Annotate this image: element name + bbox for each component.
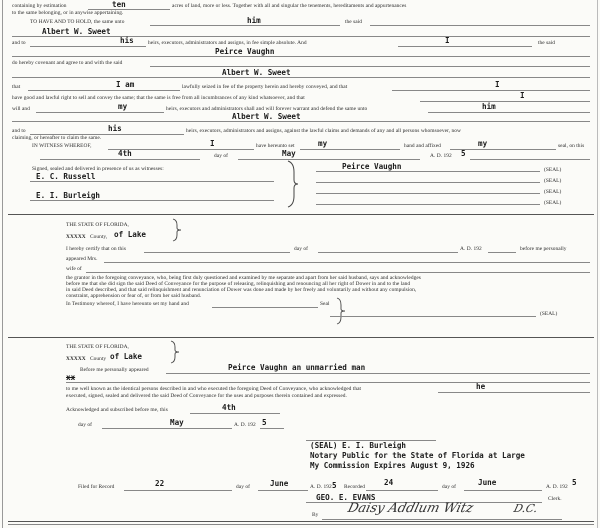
wife-ack-county-word: County, — [90, 234, 108, 240]
wife-ack-seal-word: Seal — [320, 301, 330, 307]
grantor-ack-year-digit: 5 — [262, 418, 267, 427]
filed-year: 5 — [332, 481, 337, 490]
estimation-prefix: containing by estimation — [12, 3, 67, 9]
grantor-ack-ad: A. D. 192 — [234, 422, 256, 428]
good-right-text: have good and lawful right to sell and convey the same; that the same is free from all incumbrances of any kind whatsoever, and that — [12, 95, 305, 101]
bottom-rule-1 — [8, 521, 594, 522]
clerk-name: GEO. E. EVANS — [316, 493, 376, 502]
wife-ack-testimony: In Testimony whereof, I have hereunto set my hand and — [66, 301, 189, 307]
seal-this-text: seal, on this — [558, 143, 585, 149]
wife-ack-para-4: constraint, apprehension or fear of, or from her said husband. — [66, 293, 202, 299]
execution-month: May — [282, 149, 296, 158]
and-to-label-2: and to — [12, 128, 26, 134]
estimation-line2: to the same belonging, or in anywise appertaining. — [12, 10, 124, 16]
grantor-ack-county-value: of Lake — [110, 352, 143, 361]
recorded-label: Recorded — [344, 484, 366, 490]
by-label: By — [312, 512, 319, 518]
grantor-ack-county-prefix: XXXXX — [66, 356, 86, 362]
wife-ack-appeared: appeared Mrs. — [66, 256, 98, 262]
section-divider-2 — [8, 337, 594, 338]
grantee-name-2: Albert W. Sweet — [222, 68, 291, 77]
grantor-ack-strike: xx — [66, 373, 76, 382]
grantor-signature: Peirce Vaughn — [342, 162, 402, 171]
witness-text: IN WITNESS WHEREOF, — [32, 143, 92, 149]
heirs-text: heirs, executors, administrators and assigns, in fee simple absolute. And — [148, 40, 307, 46]
the-said-label-2: the said — [538, 40, 556, 46]
clerk-label: Clerk. — [548, 496, 562, 502]
filed-label: Filed for Record — [78, 484, 115, 490]
grantor-pronoun-1: I — [445, 36, 450, 45]
right-margin-rule — [597, 0, 598, 528]
grantor-ack-before: Before me personally appeared — [80, 367, 149, 373]
recorded-year: 5 — [572, 478, 577, 487]
recorded-month: June — [478, 478, 497, 487]
grantor-ack-state: THE STATE OF FLORIDA, — [66, 344, 129, 350]
filed-month: June — [270, 479, 289, 488]
hereunto-pronoun: my — [318, 139, 328, 148]
wife-ack-county-prefix: XXXXX — [66, 234, 86, 240]
witness-bracket — [286, 160, 300, 208]
grantor-ack-known-2: executed, signed, sealed and delivered the said Deed of Conveyance for the uses and purposes therein contained and expressed. — [66, 393, 347, 399]
wife-ack-wife-of: wife of — [66, 266, 82, 272]
wife-ack-state: THE STATE OF FLORIDA, — [66, 222, 129, 228]
seal-label-1: (SEAL) — [544, 167, 562, 173]
grantor-name-1: Peirce Vaughn — [215, 47, 275, 56]
estimation-value: ten — [112, 0, 126, 9]
notary-stamp-line-2: Notary Public for the State of Florida at Large — [310, 451, 525, 460]
grantor-ack-appeared-value: Peirce Vaughn an unmarried man — [228, 363, 366, 372]
section-divider-1 — [8, 214, 594, 215]
notary-stamp-line-3: My Commission Expires August 9, 1926 — [310, 461, 475, 470]
recorded-ad: A. D. 192 — [546, 484, 568, 490]
wife-ack-para-2: before me that she did sign the said Deed of Conveyance for the purpose of releasing, relinquishing and renouncing all her right of Dower in and to the land — [66, 281, 411, 287]
seized-pronoun-end: I — [495, 80, 500, 89]
grantor-ack-day: 4th — [222, 403, 236, 412]
and-to-label: and to — [12, 40, 26, 46]
wife-ack-before: before me personally — [520, 246, 567, 252]
seal-label-4: (SEAL) — [544, 200, 562, 206]
wife-ack-seal-label: (SEAL) — [540, 311, 558, 317]
estimation-suffix: acres of land, more or less. Together with all and singular the tenements, hereditaments and appurtenances — [172, 3, 407, 9]
grantor-ack-county-word: County — [90, 356, 107, 362]
wife-ack-para-3: in said Deed described, and that said relinquishment and renunciation of Dower was done and made by her freely and voluntarily and without any compulsion, — [66, 287, 417, 293]
seized-text: lawfully seized in fee of the property herein and hereby conveyed, and that — [182, 84, 348, 90]
execution-ad: A. D. 192 — [430, 153, 452, 159]
wife-ack-bracket — [172, 218, 182, 242]
wife-ack-certify: I hereby certify that on this — [66, 246, 126, 252]
notary-stamp-line-1: (SEAL) E. I. Burleigh — [310, 441, 407, 450]
execution-day-of: day of — [214, 153, 228, 159]
heirs-pronoun-2: his — [108, 124, 122, 133]
left-margin-rule — [2, 0, 3, 528]
wife-ack-county-value: of Lake — [114, 230, 147, 239]
witness-pronoun: I — [210, 139, 215, 148]
the-said-label: the said — [345, 19, 363, 25]
good-right-pronoun: I — [520, 91, 525, 100]
that-label: that — [12, 84, 21, 90]
witness-2: E. I. Burleigh — [36, 191, 101, 200]
seal-label-3: (SEAL) — [544, 189, 562, 195]
grantor-ack-known-1: to me well known as the identical persons described in and who executed the foregoing Deed of Conveyance, who acknowledged that — [66, 386, 362, 392]
filed-day-of: day of — [236, 484, 250, 490]
hand-affixed-text: hand and affixed — [404, 143, 441, 149]
seized-value: I am — [116, 80, 135, 89]
grantor-ack-subscribed: Acknowledged and subscribed before me, this — [66, 407, 168, 413]
grantee-name-1: Albert W. Sweet — [42, 27, 111, 36]
bottom-rule-2 — [8, 524, 594, 525]
grantor-ack-day-of: day of — [78, 422, 92, 428]
will-and-label: will and — [12, 106, 30, 112]
grantee-name-3: Albert W. Sweet — [232, 112, 301, 121]
will-pronoun: my — [118, 102, 128, 111]
have-hold-pronoun: him — [247, 16, 261, 25]
wife-ack-day-of: day of — [294, 246, 308, 252]
heirs-pronoun: his — [120, 36, 134, 45]
seal-label-2: (SEAL) — [544, 178, 562, 184]
signed-text: Signed, sealed and delivered in presence of us as witnesses: — [32, 166, 164, 172]
filed-day: 22 — [155, 479, 165, 488]
will-text: heirs, executors and administrators shall and will forever warrant and defend the same unto — [166, 106, 368, 112]
heirs-text-2: heirs, executors, administrators and assigns, against the lawful claims and demands of any and all persons whomsoever, now — [186, 128, 461, 134]
seal-pronoun: my — [478, 139, 488, 148]
wife-ack-ad: A. D. 192 — [460, 246, 482, 252]
defend-pronoun: him — [482, 102, 496, 111]
witness-1: E. C. Russell — [36, 172, 96, 181]
execution-day: 4th — [118, 149, 132, 158]
grantor-ack-known-pronoun: he — [476, 382, 486, 391]
deputy-signature: Daisy Addlum Witz — [346, 501, 475, 516]
wife-ack-seal-bracket — [336, 297, 346, 325]
grantor-ack-bracket — [170, 340, 180, 364]
recorded-day-of: day of — [442, 484, 456, 490]
recorded-day: 24 — [384, 478, 394, 487]
have-hold-text: TO HAVE AND TO HOLD, the same unto — [30, 19, 125, 25]
hereunto-text: have hereunto set — [256, 143, 295, 149]
deputy-title: D.C. — [512, 502, 540, 515]
filed-ad: A. D. 192 — [310, 484, 332, 490]
wife-ack-para-1: the grantor in the foregoing conveyance, who, being first duly questioned and examined by me separate and apart from her said husband, says and acknowledges — [66, 275, 421, 281]
grantor-ack-month: May — [170, 418, 184, 427]
heirs-line2: claiming, or hereafter to claim the same. — [12, 135, 102, 141]
covenant-text: do hereby covenant and agree to and with the said — [12, 60, 123, 66]
execution-year-digit: 5 — [461, 149, 466, 158]
